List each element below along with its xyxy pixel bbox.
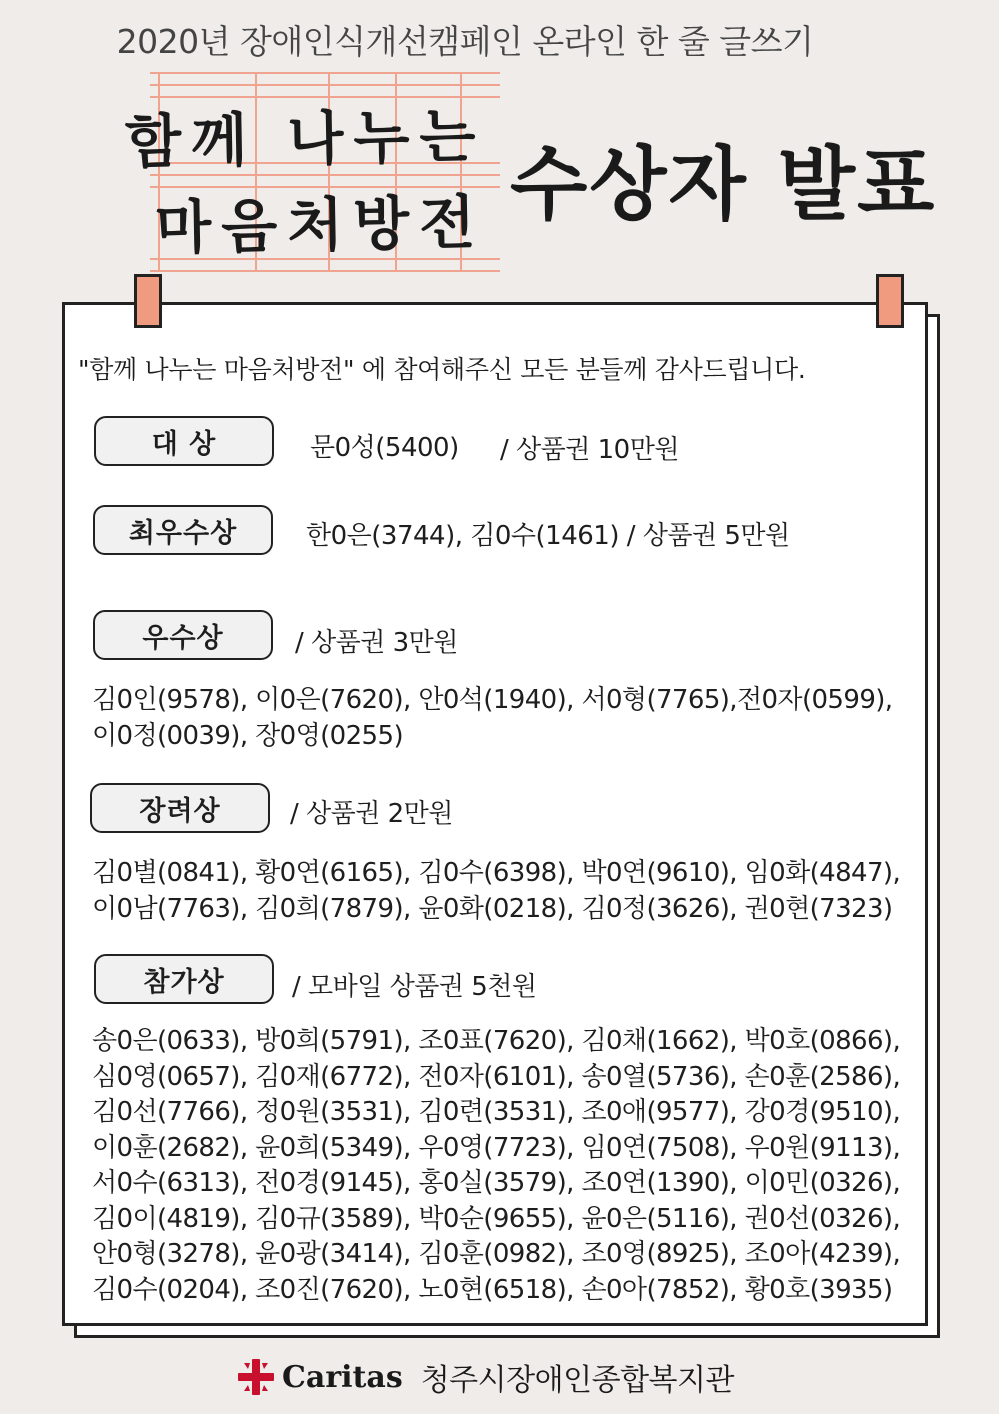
grand-prize-reward: / 상품권 10만원 (500, 435, 679, 465)
list-item: 안0형(3278), 윤0광(3414), 김0훈(0982), 조0영(8925), 조0아(4239), (92, 1239, 901, 1269)
caritas-logo-text: Caritas (282, 1359, 403, 1395)
footer-brand (236, 1352, 734, 1402)
list-item: 김0선(7766), 정0원(3531), 김0련(3531), 조0애(9577), 강0경(9510), (92, 1097, 901, 1127)
merit-prize-winners (92, 683, 892, 754)
merit-prize-label: 우수상 (93, 610, 273, 660)
list-item: 이0정(0039), 장0영(0255) (92, 720, 403, 751)
list-item: 서0수(6313), 전0경(9145), 홍0실(3579), 조0연(1390), 이0민(0326), (92, 1168, 901, 1198)
campaign-subtitle: 2020년 장애인식개선캠페인 온라인 한 줄 글쓰기 (116, 22, 814, 61)
campaign-title-line2: 마음처방전 (154, 188, 486, 262)
encouragement-prize-winners (92, 856, 900, 927)
thanks-message: "함께 나누는 마음처방전" 에 참여해주신 모든 분들께 감사드립니다. (78, 355, 806, 384)
campaign-title-line1: 함께 나누는 (124, 101, 486, 177)
merit-prize-reward: / 상품권 3만원 (295, 628, 458, 658)
list-item: 송0은(0633), 방0희(5791), 조0표(7620), 김0채(1662), 박0호(0866), (92, 1026, 901, 1056)
participation-prize-reward: / 모바일 상품권 5천원 (292, 972, 537, 1002)
grand-prize-winner: 문0성(5400) (310, 433, 459, 463)
paper-tab-left (134, 274, 162, 328)
encouragement-prize-reward: / 상품권 2만원 (290, 799, 453, 829)
grand-prize-label: 대 상 (94, 416, 274, 466)
list-item: 이0남(7763), 김0희(7879), 윤0화(0218), 김0정(3626), 권0현(7323) (92, 893, 893, 924)
participation-prize-winners (92, 1024, 900, 1308)
encouragement-prize-label: 장려상 (90, 783, 270, 833)
paper-tab-right (876, 274, 904, 328)
list-item: 김0별(0841), 황0연(6165), 김0수(6398), 박0연(9610), 임0화(4847), (92, 858, 901, 888)
organization-name: 청주시장애인종합복지관 (420, 1363, 734, 1398)
page-title: 수상자 발표 (510, 138, 937, 231)
excellence-prize-winners: 한0은(3744), 김0수(1461) / 상품권 5만원 (306, 521, 790, 551)
list-item: 심0영(0657), 김0재(6772), 전0자(6101), 송0열(5736), 손0훈(2586), (92, 1061, 901, 1092)
list-item: 이0훈(2682), 윤0희(5349), 우0영(7723), 임0연(7508), 우0원(9113), (92, 1132, 901, 1163)
excellence-prize-label: 최우수상 (93, 505, 273, 555)
list-item: 김0이(4819), 김0규(3589), 박0순(9655), 윤0은(5116), 권0선(0326), (92, 1203, 901, 1234)
list-item: 김0수(0204), 조0진(7620), 노0현(6518), 손0아(7852), 황0호(3935) (92, 1274, 893, 1305)
caritas-cross-icon (236, 1357, 276, 1397)
participation-prize-label: 참가상 (94, 954, 274, 1004)
list-item: 김0인(9578), 이0은(7620), 안0석(1940), 서0형(7765),전0자(0599), (92, 685, 893, 715)
